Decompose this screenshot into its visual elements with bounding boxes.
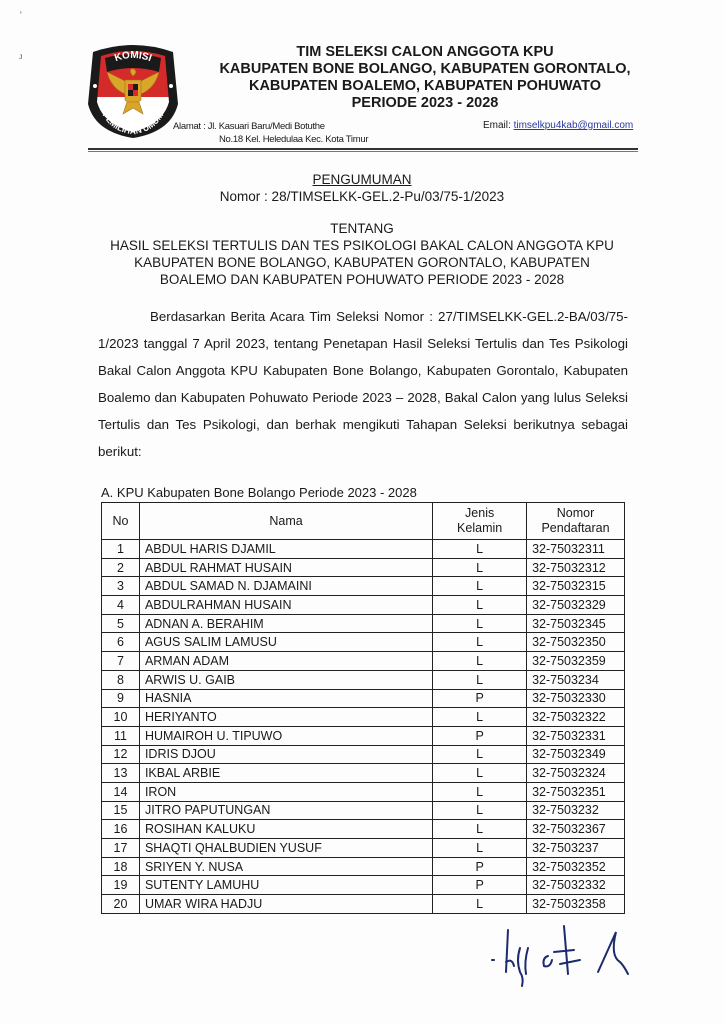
subject-line: HASIL SELEKSI TERTULIS DAN TES PSIKOLOGI BAKAL CALON ANGGOTA KPU [110, 238, 614, 253]
row-nama: UMAR WIRA HADJU [139, 895, 432, 914]
table-row [102, 689, 625, 708]
announcement-title: PENGUMUMAN [312, 172, 412, 187]
row-nama: IDRIS DJOU [139, 745, 432, 764]
row-nomor-pendaftaran: 32-75032352 [527, 857, 625, 876]
row-no: 19 [102, 876, 140, 895]
row-nomor-pendaftaran: 32-7503232 [527, 801, 625, 820]
row-no: 1 [102, 540, 140, 559]
row-jenis-kelamin: L [433, 745, 527, 764]
subject-line: KABUPATEN BONE BOLANGO, KABUPATEN GORONTALO, KABUPATEN [134, 255, 590, 270]
row-nama: ADNAN A. BERAHIM [139, 614, 432, 633]
row-nama: ABDUL RAHMAT HUSAIN [139, 558, 432, 577]
kpu-logo-icon [83, 42, 183, 138]
row-nomor-pendaftaran: 32-7503237 [527, 839, 625, 858]
row-nama: HUMAIROH U. TIPUWO [139, 726, 432, 745]
letterhead-divider [88, 148, 638, 150]
row-nama: ABDULRAHMAN HUSAIN [139, 596, 432, 615]
row-nama: SRIYEN Y. NUSA [139, 857, 432, 876]
row-no: 20 [102, 895, 140, 914]
row-jenis-kelamin: L [433, 577, 527, 596]
row-nomor-pendaftaran: 32-75032315 [527, 577, 625, 596]
table-row [102, 839, 625, 858]
row-jenis-kelamin: L [433, 652, 527, 671]
table-row [102, 764, 625, 783]
table-row [102, 782, 625, 801]
row-nomor-pendaftaran: 32-75032358 [527, 895, 625, 914]
row-no: 9 [102, 689, 140, 708]
letterhead-title-line: KABUPATEN BONE BOLANGO, KABUPATEN GORONTALO, [219, 61, 631, 77]
table-row [102, 670, 625, 689]
section-a-label: A. KPU Kabupaten Bone Bolango Periode 2023 - 2028 [101, 485, 417, 500]
row-jenis-kelamin: L [433, 708, 527, 727]
letterhead-divider [88, 151, 638, 152]
letterhead-title-line: PERIODE 2023 - 2028 [351, 95, 499, 111]
row-no: 10 [102, 708, 140, 727]
header-no: No [102, 503, 140, 540]
svg-text:KOMISI: KOMISI [113, 49, 154, 65]
table-header-row [102, 503, 625, 540]
row-jenis-kelamin: L [433, 839, 527, 858]
row-nomor-pendaftaran: 32-75032331 [527, 726, 625, 745]
row-nama: ABDUL HARIS DJAMIL [139, 540, 432, 559]
letterhead-email [483, 120, 633, 131]
header-text: Nomor [556, 506, 595, 520]
table-row [102, 540, 625, 559]
row-no: 17 [102, 839, 140, 858]
row-nomor-pendaftaran: 32-75032329 [527, 596, 625, 615]
letterhead-title [190, 44, 660, 112]
row-no: 4 [102, 596, 140, 615]
row-jenis-kelamin: P [433, 726, 527, 745]
table-row [102, 558, 625, 577]
row-nomor-pendaftaran: 32-75032322 [527, 708, 625, 727]
email-link[interactable]: timselkpu4kab@gmail.com [513, 120, 634, 131]
row-nomor-pendaftaran: 32-75032330 [527, 689, 625, 708]
table-row [102, 577, 625, 596]
header-nomor-pendaftaran [527, 503, 625, 540]
scan-mark: ' [20, 10, 22, 20]
row-jenis-kelamin: L [433, 558, 527, 577]
row-nomor-pendaftaran: 32-75032324 [527, 764, 625, 783]
row-nomor-pendaftaran: 32-75032359 [527, 652, 625, 671]
row-nomor-pendaftaran: 32-75032351 [527, 782, 625, 801]
announcement-body: Berdasarkan Berita Acara Tim Seleksi Nomor : 27/TIMSELKK-GEL.2-BA/03/75-1/2023 tanggal 7 April 2023, tentang Penetapan Hasil Seleksi Tertulis dan Tes Psikologi Bakal Calon Anggota KPU Kabupaten Bone Bolango, Kabupaten Gorontalo, Kabupaten Boalemo dan Kabupaten Pohuwato Periode 2023 – 2028, Bakal Calon yang lulus Seleksi Tertulis dan Tes Psikologi, dan berhak mengikuti Tahapan Seleksi berikutnya sebagai berikut: [98, 309, 628, 459]
svg-text:PEMILIHAN UMUM: PEMILIHAN UMUM [100, 110, 166, 137]
table-row [102, 820, 625, 839]
row-no: 2 [102, 558, 140, 577]
table-row [102, 633, 625, 652]
row-nama: SHAQTI QHALBUDIEN YUSUF [139, 839, 432, 858]
row-no: 14 [102, 782, 140, 801]
row-nomor-pendaftaran: 32-75032311 [527, 540, 625, 559]
row-no: 13 [102, 764, 140, 783]
letterhead-title-line: KABUPATEN BOALEMO, KABUPATEN POHUWATO [248, 78, 602, 94]
row-jenis-kelamin: L [433, 895, 527, 914]
row-no: 7 [102, 652, 140, 671]
row-jenis-kelamin: L [433, 614, 527, 633]
row-no: 18 [102, 857, 140, 876]
address-line: No.18 Kel. Heledulaa Kec. Kota Timur [219, 134, 369, 145]
row-nama: AGUS SALIM LAMUSU [139, 633, 432, 652]
row-nama: IKBAL ARBIE [139, 764, 432, 783]
row-jenis-kelamin: P [433, 857, 527, 876]
table-row [102, 726, 625, 745]
row-jenis-kelamin: L [433, 540, 527, 559]
table-row [102, 801, 625, 820]
row-nama: ARWIS U. GAIB [139, 670, 432, 689]
announcement-number: Nomor : 28/TIMSELKK-GEL.2-Pu/03/75-1/2023 [219, 189, 505, 204]
row-jenis-kelamin: L [433, 820, 527, 839]
row-nomor-pendaftaran: 32-75032367 [527, 820, 625, 839]
row-no: 8 [102, 670, 140, 689]
row-nomor-pendaftaran: 32-75032349 [527, 745, 625, 764]
row-jenis-kelamin: L [433, 670, 527, 689]
row-nama: IRON [139, 782, 432, 801]
row-no: 15 [102, 801, 140, 820]
header-text: Jenis [465, 506, 495, 520]
header-text: Kelamin [457, 521, 503, 535]
row-no: 16 [102, 820, 140, 839]
letterhead-title-line: TIM SELEKSI CALON ANGGOTA KPU [296, 44, 554, 60]
row-jenis-kelamin: L [433, 596, 527, 615]
scan-mark: ᴊ [19, 52, 23, 61]
row-no: 5 [102, 614, 140, 633]
row-nama: ABDUL SAMAD N. DJAMAINI [139, 577, 432, 596]
row-jenis-kelamin: L [433, 801, 527, 820]
table-row [102, 652, 625, 671]
table-row [102, 895, 625, 914]
about-label: TENTANG [330, 221, 394, 236]
address-line: Alamat : Jl. Kasuari Baru/Medi Botuthe [173, 121, 325, 132]
row-jenis-kelamin: P [433, 876, 527, 895]
row-nomor-pendaftaran: 32-75032312 [527, 558, 625, 577]
table-row [102, 745, 625, 764]
announcement-subject [0, 237, 724, 288]
row-jenis-kelamin: P [433, 689, 527, 708]
row-nomor-pendaftaran: 32-75032332 [527, 876, 625, 895]
row-no: 12 [102, 745, 140, 764]
email-label: Email: [483, 120, 511, 131]
row-nama: HERIYANTO [139, 708, 432, 727]
row-no: 3 [102, 577, 140, 596]
row-nama: SUTENTY LAMUHU [139, 876, 432, 895]
row-nama: HASNIA [139, 689, 432, 708]
header-nama: Nama [139, 503, 432, 540]
row-no: 6 [102, 633, 140, 652]
handwritten-signature-icon [490, 922, 640, 992]
row-nomor-pendaftaran: 32-7503234 [527, 670, 625, 689]
table-row [102, 876, 625, 895]
table-row [102, 857, 625, 876]
row-jenis-kelamin: L [433, 782, 527, 801]
table-row [102, 614, 625, 633]
table-row [102, 708, 625, 727]
row-nama: JITRO PAPUTUNGAN [139, 801, 432, 820]
row-jenis-kelamin: L [433, 633, 527, 652]
row-nomor-pendaftaran: 32-75032345 [527, 614, 625, 633]
subject-line: BOALEMO DAN KABUPATEN POHUWATO PERIODE 2023 - 2028 [159, 272, 565, 287]
letterhead-address [173, 120, 368, 146]
candidates-table [101, 502, 625, 914]
header-text: Pendaftaran [541, 521, 610, 535]
row-nama: ARMAN ADAM [139, 652, 432, 671]
header-jenis-kelamin [433, 503, 527, 540]
row-no: 11 [102, 726, 140, 745]
table-row [102, 596, 625, 615]
row-nomor-pendaftaran: 32-75032350 [527, 633, 625, 652]
row-jenis-kelamin: L [433, 764, 527, 783]
row-nama: ROSIHAN KALUKU [139, 820, 432, 839]
